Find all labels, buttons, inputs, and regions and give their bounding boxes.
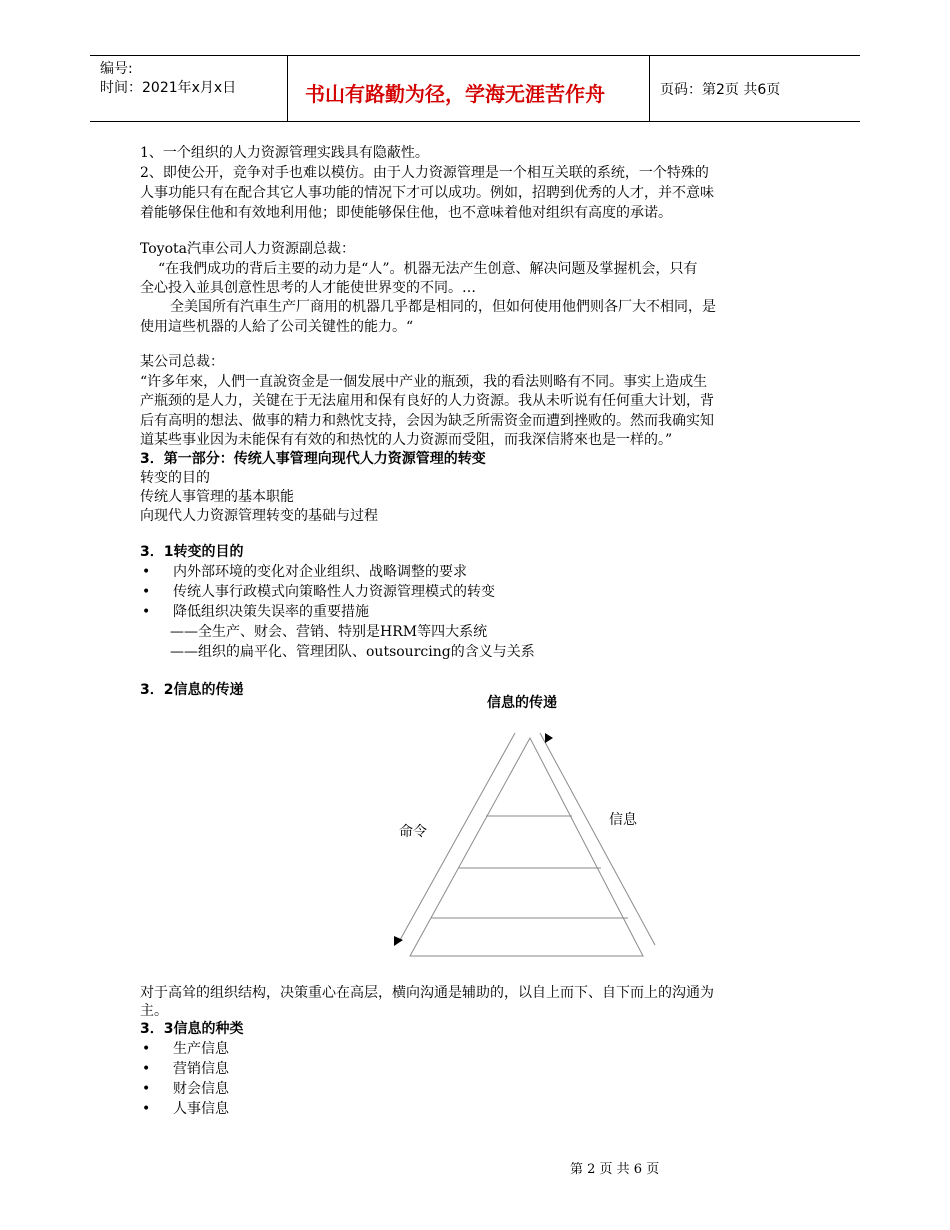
s33-bullet-1: 生产信息: [173, 1041, 229, 1057]
toyota-quote-line2: 全心投入並具创意性思考的人才能使世界变的不同。…: [140, 280, 476, 296]
diagram-label-info: 信息: [609, 812, 637, 828]
s33-bullet-4: 人事信息: [173, 1101, 229, 1117]
s31-bullet-2: 传统人事行政模式向策略性人力资源管理模式的转变: [173, 584, 495, 600]
s32-heading: 3．2信息的传递: [140, 682, 244, 698]
part1-item-3: 向现代人力资源管理转变的基础与过程: [140, 508, 378, 524]
s31-bullet-3: 降低组织决策失误率的重要措施: [173, 604, 369, 620]
pyramid-outline: [410, 738, 643, 956]
toyota-quote-line1: “在我們成功的背后主要的动力是“人”。机器无法产生创意、解决问题及掌握机会，只有: [158, 261, 698, 277]
s33-bullet-2: 营销信息: [173, 1061, 229, 1077]
toyota-quote-line4: 使用這些机器的人給了公司关键性的能力。“: [140, 319, 414, 335]
bullet-icon: •: [142, 1101, 151, 1117]
intro-p2-line2: 人事功能只有在配合其它人事功能的情况下才可以成功。例如，招聘到优秀的人才，并不意味: [140, 185, 714, 201]
president-quote-line1: “许多年來，人們一直說资金是一個发展中产业的瓶颈，我的看法则略有不同。事实上造成生: [140, 374, 708, 390]
header-page-label: 页码：第2页 共6页: [660, 82, 781, 98]
s33-bullet-3: 财会信息: [173, 1081, 229, 1097]
intro-p1: 1、一个组织的人力资源管理实践具有隐蔽性。: [140, 145, 429, 161]
s32-summary-line1: 对于高耸的组织结构，决策重心在高层，横向沟通是辅助的，以自上而下、自下而上的沟通为: [140, 985, 714, 1001]
president-quote-line3: 后有高明的想法、做事的精力和熱忱支持，会因为缺乏所需资金而遭到挫败的。然而我确实知: [140, 413, 714, 429]
bullet-icon: •: [142, 1061, 151, 1077]
header-motto: 书山有路勤为径，学海无涯苦作舟: [305, 82, 605, 106]
s31-dash-2: ——组织的扁平化、管理团队、outsourcing的含义与关系: [170, 644, 535, 660]
info-arrowhead-icon: [545, 733, 553, 743]
president-quote-line2: 产瓶颈的是人力，关键在于无法雇用和保有良好的人力资源。我从未听说有任何重大计划，背: [140, 393, 714, 409]
diagram-title: 信息的传递: [487, 695, 557, 711]
s32-summary-line2: 主。: [140, 1003, 168, 1019]
header-time-label: 时间：2021年x月x日: [100, 80, 237, 96]
s31-heading: 3．1转变的目的: [140, 544, 244, 560]
bullet-icon: •: [142, 604, 151, 620]
s31-bullet-1: 内外部环境的变化对企业组织、战略调整的要求: [173, 564, 467, 580]
toyota-quote-line3: 全美国所有汽車生产厂商用的机器几乎都是相同的，但如何使用他們则各厂大不相同，是: [170, 299, 716, 315]
president-title: 某公司总裁：: [140, 354, 224, 370]
bullet-icon: •: [142, 584, 151, 600]
s33-heading: 3．3信息的种类: [140, 1021, 244, 1037]
bullet-icon: •: [142, 1081, 151, 1097]
bullet-icon: •: [142, 1041, 151, 1057]
toyota-title: Toyota汽車公司人力资源副总裁：: [140, 241, 355, 257]
header-number-label: 编号:: [100, 61, 133, 77]
info-arrow-line: [540, 733, 655, 945]
s31-dash-1: ——全生产、财会、营销、特别是HRM等四大系统: [170, 624, 488, 640]
part1-item-2: 传统人事管理的基本职能: [140, 489, 294, 505]
footer-page-number: 第 2 页 共 6 页: [570, 1162, 660, 1177]
intro-p2-line3: 着能够保住他和有效地利用他；即使能够保住他，也不意味着他对组织有高度的承诺。: [140, 205, 672, 221]
president-quote-line4: 道某些事业因为未能保有有效的和热忱的人力资源而受阻，而我深信將來也是一样的。”: [140, 432, 673, 448]
diagram-label-command: 命令: [399, 824, 427, 840]
part1-item-1: 转变的目的: [140, 470, 210, 486]
part1-heading: 3．第一部分：传统人事管理向现代人力资源管理的转变: [140, 451, 486, 467]
intro-p2-line1: 2、即使公开，竞争对手也难以模仿。由于人力资源管理是一个相互关联的系统，一个特殊的: [140, 165, 709, 181]
bullet-icon: •: [142, 564, 151, 580]
